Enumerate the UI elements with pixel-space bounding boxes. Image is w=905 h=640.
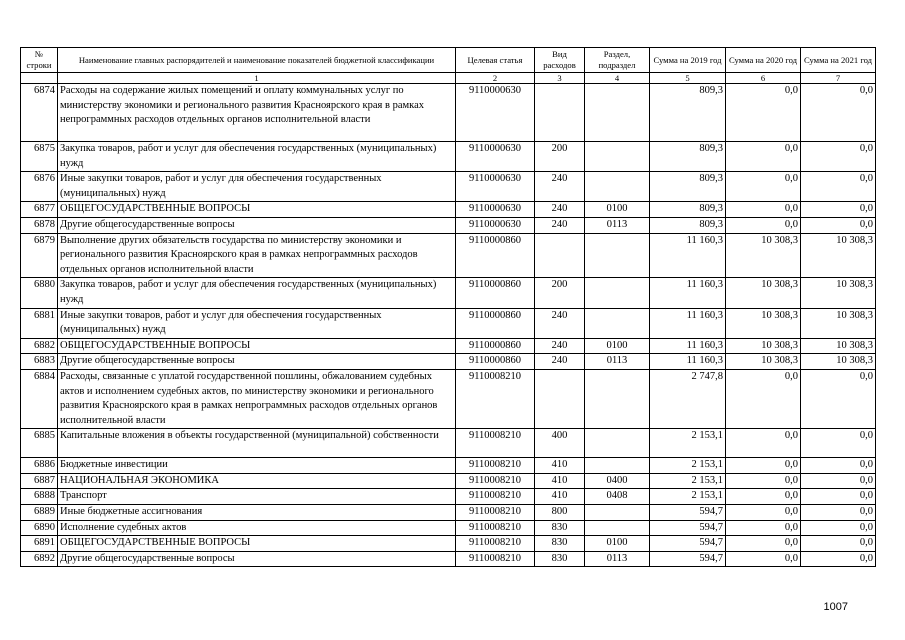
row-target: 9110008210	[456, 505, 535, 521]
row-number: 6874	[21, 84, 58, 142]
row-type: 400	[535, 429, 585, 458]
table-row	[21, 489, 876, 505]
row-sum-2020: 10 308,3	[726, 354, 801, 370]
row-target: 9110008210	[456, 458, 535, 474]
row-type: 200	[535, 278, 585, 308]
row-type: 240	[535, 202, 585, 218]
row-name: Иные закупки товаров, работ и услуг для обеспечения государственных (муниципальных) нужд	[58, 172, 456, 202]
row-section: 0100	[585, 536, 650, 552]
row-sum-2020: 0,0	[726, 551, 801, 567]
table-row	[21, 458, 876, 474]
row-name: ОБЩЕГОСУДАРСТВЕННЫЕ ВОПРОСЫ	[58, 202, 456, 218]
table-row	[21, 202, 876, 218]
row-sum-2021: 10 308,3	[801, 233, 876, 278]
table-row	[21, 278, 876, 308]
row-number: 6888	[21, 489, 58, 505]
row-sum-2021: 0,0	[801, 505, 876, 521]
row-number: 6877	[21, 202, 58, 218]
row-target: 9110000630	[456, 202, 535, 218]
row-sum-2019: 809,3	[650, 217, 726, 233]
row-sum-2019: 809,3	[650, 142, 726, 172]
table-row	[21, 233, 876, 278]
row-type: 240	[535, 217, 585, 233]
row-section: 0113	[585, 217, 650, 233]
table-row	[21, 429, 876, 458]
row-name: Выполнение других обязательств государства по министерству экономики и регионального развития Красноярского края в рамках непрограммных расходов отдельных органов исполнительной власти	[58, 233, 456, 278]
table-row	[21, 142, 876, 172]
row-sum-2020: 0,0	[726, 172, 801, 202]
row-name: Другие общегосударственные вопросы	[58, 551, 456, 567]
row-type	[535, 84, 585, 142]
table-body	[21, 84, 876, 567]
row-section: 0408	[585, 489, 650, 505]
row-number: 6884	[21, 369, 58, 428]
row-target: 9110008210	[456, 520, 535, 536]
row-sum-2020: 0,0	[726, 217, 801, 233]
row-section	[585, 308, 650, 338]
row-sum-2019: 11 160,3	[650, 354, 726, 370]
row-type: 830	[535, 536, 585, 552]
row-section	[585, 429, 650, 458]
row-sum-2020: 0,0	[726, 458, 801, 474]
row-section	[585, 520, 650, 536]
row-name: НАЦИОНАЛЬНАЯ ЭКОНОМИКА	[58, 473, 456, 489]
row-sum-2020: 0,0	[726, 202, 801, 218]
row-target: 9110008210	[456, 489, 535, 505]
row-section: 0100	[585, 202, 650, 218]
row-target: 9110008210	[456, 369, 535, 428]
row-sum-2021: 0,0	[801, 551, 876, 567]
row-section: 0400	[585, 473, 650, 489]
row-sum-2019: 11 160,3	[650, 233, 726, 278]
row-number: 6880	[21, 278, 58, 308]
row-sum-2019: 2 153,1	[650, 473, 726, 489]
row-sum-2020: 0,0	[726, 489, 801, 505]
row-section	[585, 505, 650, 521]
row-sum-2019: 594,7	[650, 551, 726, 567]
row-section: 0113	[585, 551, 650, 567]
row-type: 830	[535, 551, 585, 567]
row-name: Закупка товаров, работ и услуг для обеспечения государственных (муниципальных) нужд	[58, 278, 456, 308]
column-number: 4	[585, 73, 650, 84]
row-sum-2020: 0,0	[726, 505, 801, 521]
row-section	[585, 369, 650, 428]
row-section	[585, 233, 650, 278]
row-sum-2020: 10 308,3	[726, 338, 801, 354]
row-type	[535, 233, 585, 278]
header-row-no: № строки	[21, 48, 58, 73]
column-number	[21, 73, 58, 84]
row-sum-2019: 594,7	[650, 536, 726, 552]
table-row	[21, 473, 876, 489]
table-row	[21, 551, 876, 567]
column-number: 5	[650, 73, 726, 84]
table-row	[21, 172, 876, 202]
row-sum-2019: 809,3	[650, 172, 726, 202]
row-sum-2021: 0,0	[801, 369, 876, 428]
table-row	[21, 84, 876, 142]
table-row	[21, 217, 876, 233]
row-sum-2019: 594,7	[650, 520, 726, 536]
row-type: 240	[535, 172, 585, 202]
row-type: 240	[535, 338, 585, 354]
column-number: 7	[801, 73, 876, 84]
row-sum-2021: 10 308,3	[801, 278, 876, 308]
row-sum-2020: 0,0	[726, 142, 801, 172]
row-name: ОБЩЕГОСУДАРСТВЕННЫЕ ВОПРОСЫ	[58, 338, 456, 354]
row-sum-2021: 0,0	[801, 172, 876, 202]
row-section	[585, 458, 650, 474]
row-number: 6886	[21, 458, 58, 474]
row-number: 6891	[21, 536, 58, 552]
row-number: 6878	[21, 217, 58, 233]
row-number: 6890	[21, 520, 58, 536]
row-type	[535, 369, 585, 428]
row-name: ОБЩЕГОСУДАРСТВЕННЫЕ ВОПРОСЫ	[58, 536, 456, 552]
row-number: 6882	[21, 338, 58, 354]
table-row	[21, 338, 876, 354]
header-sum-2021: Сумма на 2021 год	[801, 48, 876, 73]
row-sum-2019: 809,3	[650, 84, 726, 142]
row-sum-2019: 2 153,1	[650, 489, 726, 505]
row-sum-2019: 2 153,1	[650, 458, 726, 474]
table-row	[21, 505, 876, 521]
row-type: 410	[535, 489, 585, 505]
row-type: 410	[535, 473, 585, 489]
header-type: Вид расходов	[535, 48, 585, 73]
row-target: 9110000630	[456, 172, 535, 202]
row-target: 9110000860	[456, 233, 535, 278]
row-name: Исполнение судебных актов	[58, 520, 456, 536]
row-section	[585, 84, 650, 142]
row-sum-2019: 809,3	[650, 202, 726, 218]
row-sum-2020: 0,0	[726, 536, 801, 552]
row-sum-2021: 0,0	[801, 84, 876, 142]
row-target: 9110008210	[456, 429, 535, 458]
row-name: Расходы на содержание жилых помещений и оплату коммунальных услуг по министерству экономики и регионального развития Красноярского края в рамках непрограммных расходов отдельных органов исполнительной власти	[58, 84, 456, 142]
row-target: 9110000630	[456, 217, 535, 233]
row-section	[585, 278, 650, 308]
row-type: 410	[535, 458, 585, 474]
row-sum-2019: 2 153,1	[650, 429, 726, 458]
row-sum-2021: 10 308,3	[801, 308, 876, 338]
column-number: 2	[456, 73, 535, 84]
row-sum-2021: 0,0	[801, 473, 876, 489]
row-section	[585, 142, 650, 172]
row-sum-2021: 0,0	[801, 520, 876, 536]
row-target: 9110000860	[456, 278, 535, 308]
row-name: Иные бюджетные ассигнования	[58, 505, 456, 521]
header-section: Раздел, подраздел	[585, 48, 650, 73]
row-number: 6883	[21, 354, 58, 370]
row-sum-2020: 10 308,3	[726, 308, 801, 338]
row-number: 6889	[21, 505, 58, 521]
header-target: Целевая статья	[456, 48, 535, 73]
row-sum-2021: 0,0	[801, 429, 876, 458]
row-sum-2021: 10 308,3	[801, 338, 876, 354]
row-name: Закупка товаров, работ и услуг для обеспечения государственных (муниципальных) нужд	[58, 142, 456, 172]
row-type: 240	[535, 308, 585, 338]
row-sum-2021: 10 308,3	[801, 354, 876, 370]
table-row	[21, 536, 876, 552]
row-type: 200	[535, 142, 585, 172]
row-sum-2019: 11 160,3	[650, 338, 726, 354]
row-target: 9110000860	[456, 354, 535, 370]
header-sum-2020: Сумма на 2020 год	[726, 48, 801, 73]
row-sum-2019: 594,7	[650, 505, 726, 521]
row-type: 240	[535, 354, 585, 370]
row-sum-2019: 11 160,3	[650, 278, 726, 308]
row-name: Капитальные вложения в объекты государственной (муниципальной) собственности	[58, 429, 456, 458]
row-number: 6887	[21, 473, 58, 489]
row-number: 6876	[21, 172, 58, 202]
row-target: 9110008210	[456, 536, 535, 552]
row-number: 6879	[21, 233, 58, 278]
row-name: Транспорт	[58, 489, 456, 505]
row-type: 830	[535, 520, 585, 536]
row-name: Другие общегосударственные вопросы	[58, 354, 456, 370]
row-sum-2020: 0,0	[726, 429, 801, 458]
row-target: 9110008210	[456, 551, 535, 567]
header-row	[21, 48, 876, 73]
header-name: Наименование главных распорядителей и наименование показателей бюджетной классификации	[58, 48, 456, 73]
row-sum-2021: 0,0	[801, 142, 876, 172]
table-row	[21, 369, 876, 428]
row-sum-2021: 0,0	[801, 489, 876, 505]
row-section: 0100	[585, 338, 650, 354]
row-number: 6885	[21, 429, 58, 458]
row-number: 6881	[21, 308, 58, 338]
row-sum-2020: 0,0	[726, 369, 801, 428]
column-number: 6	[726, 73, 801, 84]
row-sum-2020: 0,0	[726, 473, 801, 489]
page-number: 1007	[823, 601, 848, 613]
row-section	[585, 172, 650, 202]
row-name: Бюджетные инвестиции	[58, 458, 456, 474]
row-target: 9110000630	[456, 84, 535, 142]
header-sum-2019: Сумма на 2019 год	[650, 48, 726, 73]
row-sum-2020: 0,0	[726, 520, 801, 536]
row-sum-2019: 11 160,3	[650, 308, 726, 338]
column-number: 1	[58, 73, 456, 84]
row-number: 6875	[21, 142, 58, 172]
row-target: 9110008210	[456, 473, 535, 489]
row-sum-2021: 0,0	[801, 202, 876, 218]
row-type: 800	[535, 505, 585, 521]
row-sum-2020: 10 308,3	[726, 278, 801, 308]
row-name: Другие общегосударственные вопросы	[58, 217, 456, 233]
row-name: Иные закупки товаров, работ и услуг для обеспечения государственных (муниципальных) нужд	[58, 308, 456, 338]
column-number: 3	[535, 73, 585, 84]
row-sum-2021: 0,0	[801, 536, 876, 552]
row-section: 0113	[585, 354, 650, 370]
budget-table	[20, 47, 876, 567]
table-row	[21, 520, 876, 536]
row-sum-2019: 2 747,8	[650, 369, 726, 428]
row-sum-2020: 10 308,3	[726, 233, 801, 278]
row-target: 9110000630	[456, 142, 535, 172]
column-number-row	[21, 73, 876, 84]
row-sum-2020: 0,0	[726, 84, 801, 142]
row-target: 9110000860	[456, 338, 535, 354]
table-row	[21, 354, 876, 370]
row-number: 6892	[21, 551, 58, 567]
row-target: 9110000860	[456, 308, 535, 338]
row-sum-2021: 0,0	[801, 217, 876, 233]
row-sum-2021: 0,0	[801, 458, 876, 474]
table-row	[21, 308, 876, 338]
row-name: Расходы, связанные с уплатой государственной пошлины, обжалованием судебных актов и исполнением судебных актов, по министерству экономики и регионального развития Красноярского края в рамках непрограммных расходов отдельных органов исполнительной власти	[58, 369, 456, 428]
